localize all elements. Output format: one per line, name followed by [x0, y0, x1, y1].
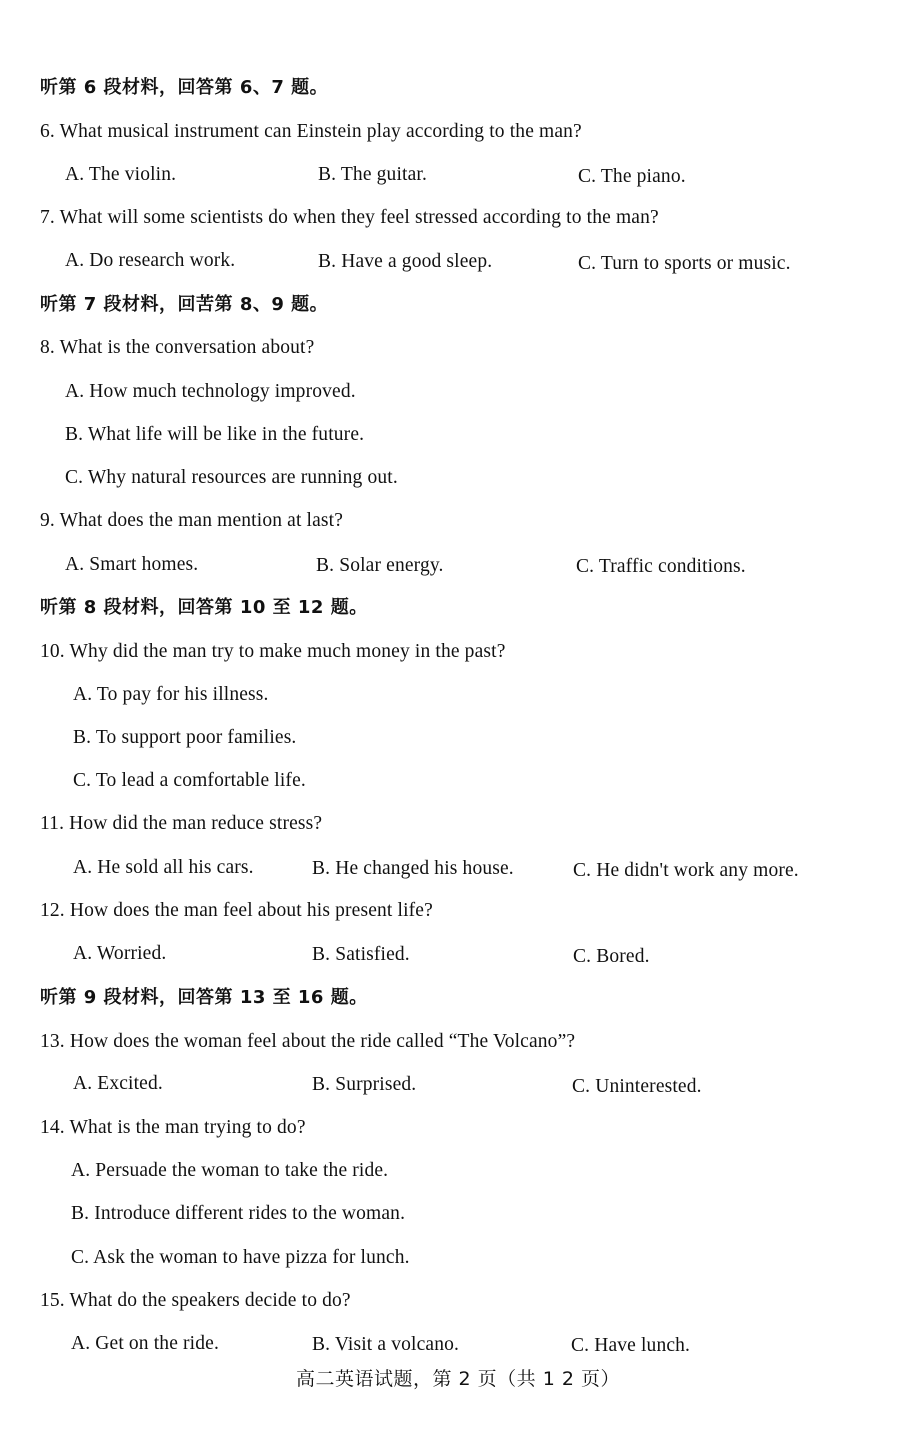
q7-option-a: A. Do research work.: [65, 250, 236, 271]
q10-option-a: A. To pay for his illness.: [73, 684, 269, 705]
question-13: 13. How does the woman feel about the ride called “The Volcano”?: [40, 1031, 576, 1052]
question-8: 8. What is the conversation about?: [40, 337, 315, 358]
page-footer: 高二英语试题，第 2 页（共 1 2 页）: [296, 1368, 620, 1390]
q13-option-c: C. Uninterested.: [572, 1076, 702, 1097]
q6-option-c: C. The piano.: [578, 166, 686, 187]
q8-option-a: A. How much technology improved.: [65, 381, 356, 402]
question-14: 14. What is the man trying to do?: [40, 1117, 306, 1138]
question-9: 9. What does the man mention at last?: [40, 510, 344, 531]
question-7: 7. What will some scientists do when they feel stressed according to the man?: [40, 207, 659, 228]
q11-option-b: B. He changed his house.: [312, 858, 514, 879]
section-header-7: 听第 7 段材料，回苦第 8、9 题。: [40, 294, 329, 315]
question-12: 12. How does the man feel about his present life?: [40, 900, 433, 921]
q13-option-b: B. Surprised.: [312, 1074, 417, 1095]
q14-option-b: B. Introduce different rides to the woman.: [71, 1203, 406, 1224]
q15-option-b: B. Visit a volcano.: [312, 1334, 460, 1355]
q8-option-b: B. What life will be like in the future.: [65, 424, 365, 445]
question-15: 15. What do the speakers decide to do?: [40, 1290, 351, 1311]
section-header-9: 听第 9 段材料，回答第 13 至 16 题。: [40, 987, 368, 1008]
q9-option-c: C. Traffic conditions.: [576, 556, 746, 577]
q15-option-c: C. Have lunch.: [571, 1335, 691, 1356]
q10-option-b: B. To support poor families.: [73, 727, 297, 748]
q14-option-a: A. Persuade the woman to take the ride.: [71, 1160, 389, 1181]
q9-option-b: B. Solar energy.: [316, 555, 444, 576]
q10-option-c: C. To lead a comfortable life.: [73, 770, 306, 791]
question-11: 11. How did the man reduce stress?: [40, 813, 323, 834]
q6-option-a: A. The violin.: [65, 164, 177, 185]
q15-option-a: A. Get on the ride.: [71, 1333, 219, 1354]
q13-option-a: A. Excited.: [73, 1073, 163, 1094]
q7-option-b: B. Have a good sleep.: [318, 251, 493, 272]
q11-option-c: C. He didn't work any more.: [573, 860, 799, 881]
q7-option-c: C. Turn to sports or music.: [578, 253, 791, 274]
question-6: 6. What musical instrument can Einstein play according to the man?: [40, 121, 582, 142]
q6-option-b: B. The guitar.: [318, 164, 427, 185]
q9-option-a: A. Smart homes.: [65, 554, 199, 575]
q11-option-a: A. He sold all his cars.: [73, 857, 254, 878]
section-header-6: 听第 6 段材料，回答第 6、7 题。: [40, 77, 329, 98]
q12-option-b: B. Satisfied.: [312, 944, 410, 965]
q12-option-a: A. Worried.: [73, 943, 167, 964]
q12-option-c: C. Bored.: [573, 946, 650, 967]
q8-option-c: C. Why natural resources are running out.: [65, 467, 398, 488]
q14-option-c: C. Ask the woman to have pizza for lunch.: [71, 1247, 410, 1268]
section-header-8: 听第 8 段材料，回答第 10 至 12 题。: [40, 597, 368, 618]
question-10: 10. Why did the man try to make much money in the past?: [40, 641, 506, 662]
